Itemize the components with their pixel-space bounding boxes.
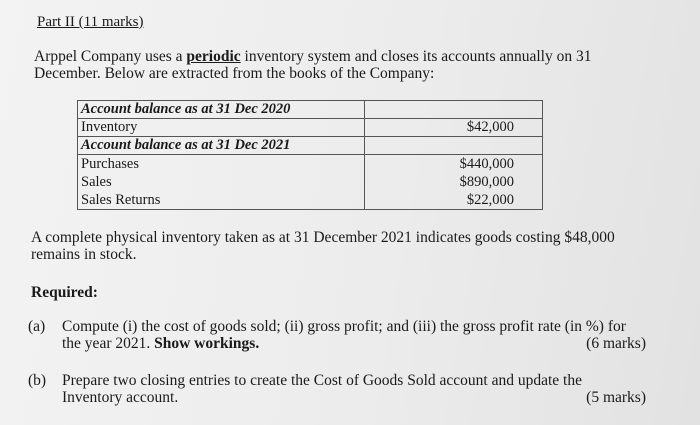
- question-b-letter: (b): [28, 372, 47, 389]
- intro-keyword: periodic: [186, 48, 241, 65]
- header-2020: Account balance as at 31 Dec 2020: [78, 101, 365, 119]
- sales-value: $890,000: [459, 174, 514, 190]
- question-b-body: [62, 372, 646, 406]
- header-2021-value-cell: [365, 137, 543, 155]
- question-a-letter: (a): [28, 318, 46, 335]
- purchases-label: Purchases: [81, 156, 139, 172]
- question-b-marks: (5 marks): [586, 389, 646, 406]
- table-row: [78, 101, 543, 119]
- labels-cell: [78, 155, 365, 210]
- header-2020-value-cell: [365, 101, 543, 119]
- table-row: [78, 155, 543, 210]
- purchases-value: $440,000: [459, 156, 514, 172]
- header-2021: Account balance as at 31 Dec 2021: [78, 137, 365, 155]
- question-a-emphasis: Show workings.: [154, 335, 260, 352]
- required-heading: Required:: [31, 284, 98, 301]
- sales-returns-label: Sales Returns: [81, 192, 161, 208]
- sales-returns-value: $22,000: [466, 192, 514, 208]
- inventory-value: $42,000: [365, 119, 543, 137]
- table-row: [78, 137, 543, 155]
- question-a-body: [62, 318, 646, 352]
- values-cell: [365, 155, 543, 210]
- account-balance-table: [77, 100, 543, 210]
- sales-label: Sales: [81, 174, 112, 190]
- table-row: [78, 119, 543, 137]
- physical-inventory-paragraph: A complete physical inventory taken as at 31 December 2021 indicates goods costing $48,000 remains in stock.: [31, 229, 615, 263]
- question-b-text: Prepare two closing entries to create the Cost of Goods Sold account and update the Inventory account.: [62, 372, 582, 406]
- question-a-marks: (6 marks): [586, 335, 646, 352]
- inventory-label: Inventory: [78, 119, 365, 137]
- intro-text-start: Arppel Company uses a: [34, 48, 187, 65]
- intro-text-end: inventory system and closes its accounts annually on 31 December. Below are extracted from the books of the Company:: [34, 48, 592, 82]
- section-title: Part II (11 marks): [37, 14, 144, 30]
- intro-paragraph: [34, 48, 659, 82]
- question-a-text: Compute (i) the cost of goods sold; (ii) gross profit; and (iii) the gross profit rate (in %) for the year 2021.: [62, 318, 626, 352]
